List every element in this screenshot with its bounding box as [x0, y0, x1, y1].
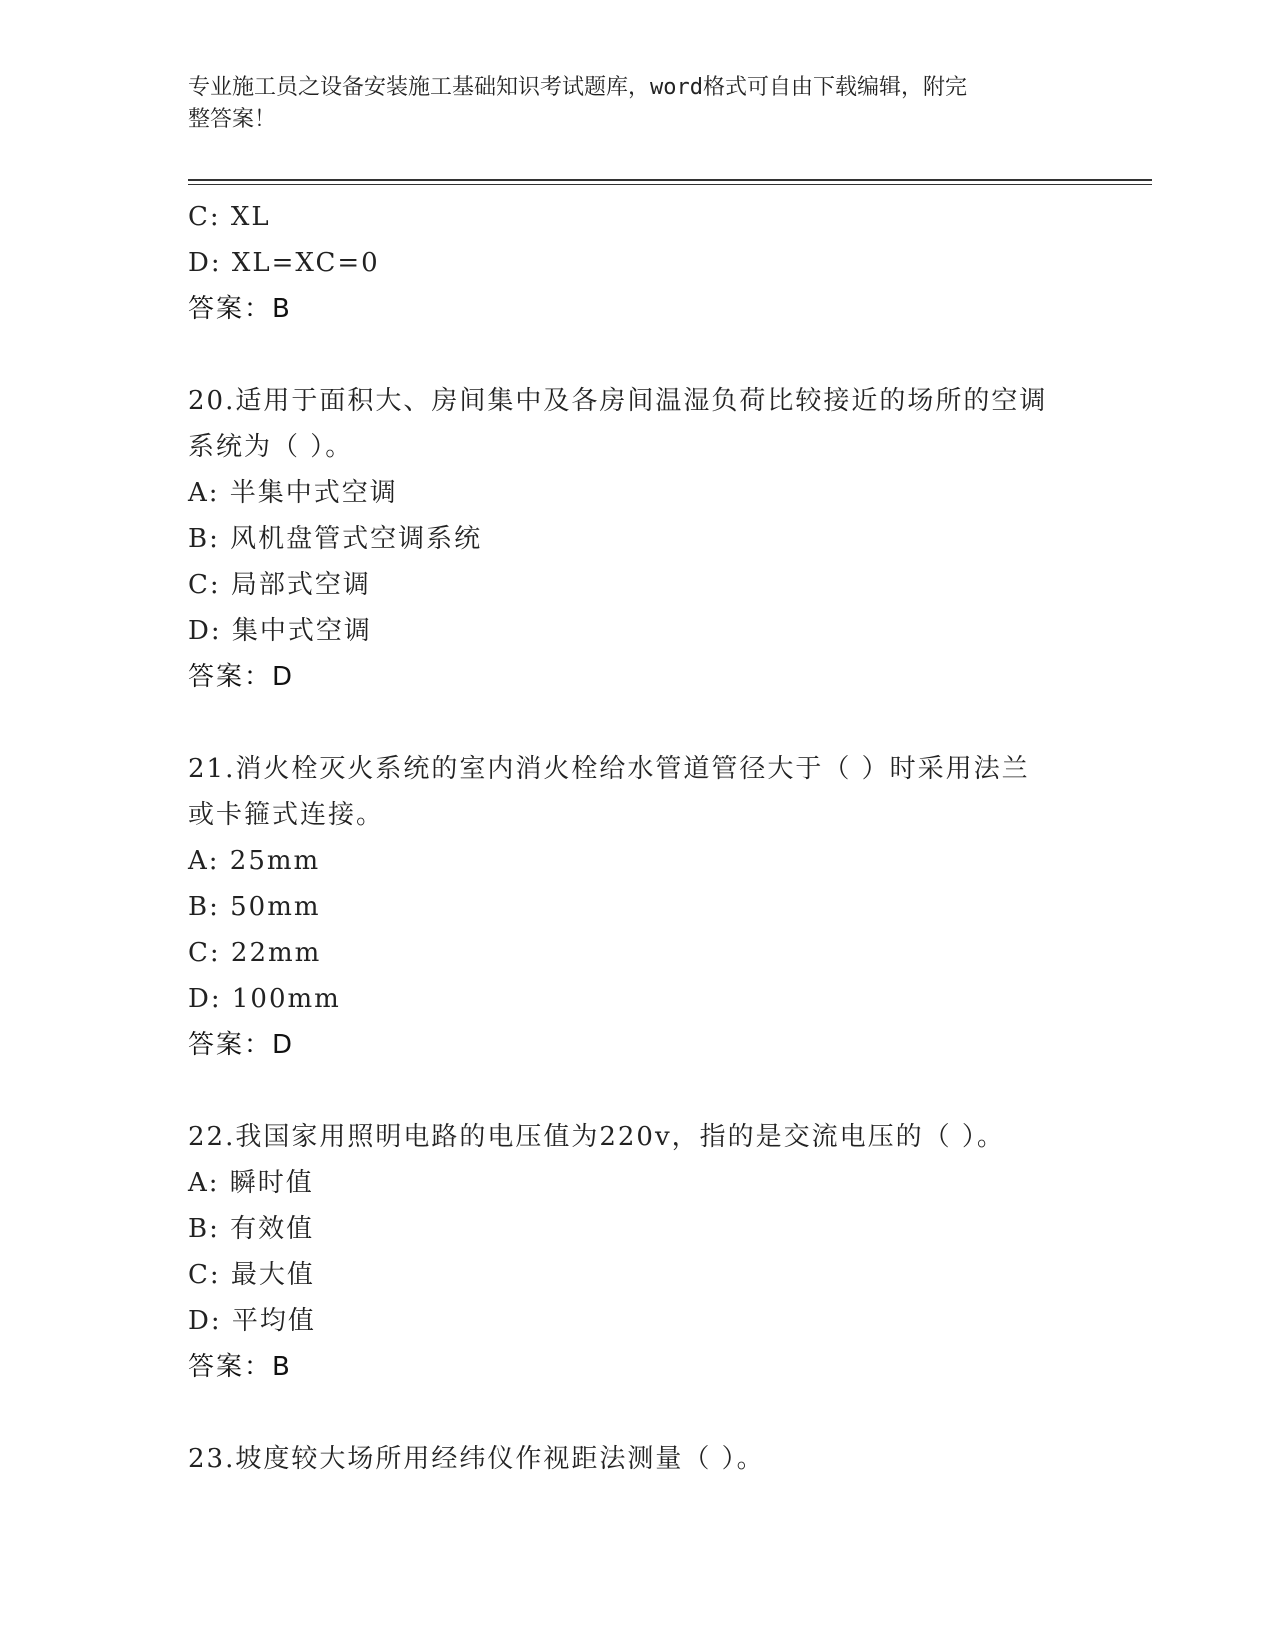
question-23: [188, 1436, 1088, 1482]
option-c: C: 22mm: [188, 938, 322, 968]
answer-line: 答案：D: [188, 1030, 295, 1060]
question-stem: 21.消火栓灭火系统的室内消火栓给水管道管径大于（ ）时采用法兰: [188, 754, 1030, 784]
question-21: [188, 746, 1088, 1068]
question-stem: 22.我国家用照明电路的电压值为220v，指的是交流电压的（ ）。: [188, 1122, 1005, 1152]
spacer: [188, 700, 1088, 746]
answer-line: 答案：B: [188, 1352, 292, 1382]
spacer: [188, 332, 1088, 378]
option-c: C: 局部式空调: [188, 570, 371, 600]
option-a: A: 半集中式空调: [188, 478, 398, 508]
answer-line: 答案：B: [188, 294, 292, 324]
option-a: A: 瞬时值: [188, 1168, 314, 1198]
answer-line: 答案：D: [188, 662, 295, 692]
question-stem-continued: 或卡箍式连接。: [188, 800, 385, 830]
option-d: D: XL=XC=0: [188, 248, 380, 278]
question-stem: 20.适用于面积大、房间集中及各房间温湿负荷比较接近的场所的空调: [188, 386, 1048, 416]
option-b: B: 风机盘管式空调系统: [188, 524, 483, 554]
header-title-line-1: 专业施工员之设备安装施工基础知识考试题库，word格式可自由下载编辑，附完: [188, 75, 967, 100]
question-stem-continued: 系统为（ ）。: [188, 432, 354, 462]
option-b: B: 有效值: [188, 1214, 315, 1244]
question-20: [188, 378, 1088, 700]
question-list: [188, 194, 1088, 1482]
header-divider-thin: [188, 184, 1152, 185]
option-c: C: XL: [188, 202, 271, 232]
header-divider-thick: [188, 179, 1152, 181]
header-title-line-2: 整答案！: [188, 107, 277, 132]
question-22: [188, 1114, 1088, 1390]
option-d: D: 100mm: [188, 984, 341, 1014]
question-stem: 23.坡度较大场所用经纬仪作视距法测量（ ）。: [188, 1444, 765, 1474]
option-b: B: 50mm: [188, 892, 321, 922]
option-a: A: 25mm: [188, 846, 321, 876]
spacer: [188, 1390, 1088, 1436]
option-d: D: 集中式空调: [188, 616, 372, 646]
option-c: C: 最大值: [188, 1260, 315, 1290]
question-19: [188, 194, 1088, 332]
option-d: D: 平均值: [188, 1306, 316, 1336]
spacer: [188, 1068, 1088, 1114]
document-header: [188, 72, 1068, 136]
